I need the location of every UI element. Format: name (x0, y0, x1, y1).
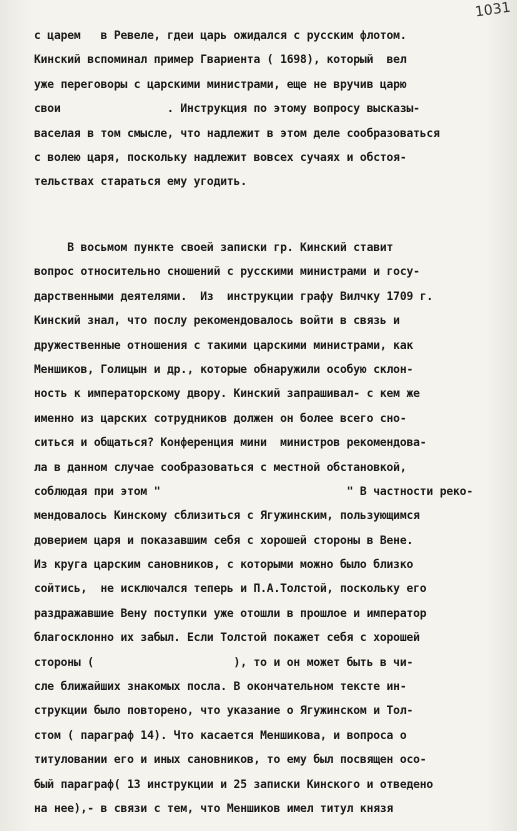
text-line: уже переговоры с царскими министрами, еще не вручив царю (34, 77, 407, 91)
text-line: сле ближайших знакомых посла. В окончательном тексте ин- (34, 680, 407, 694)
text-line: бый параграф( 13 инструкции и 25 записки Кинского и отведено (34, 777, 434, 791)
text-line: с волею царя, поскольку надлежит вовсех сучаях и обстоя- (34, 150, 407, 164)
page-number: 1031 (474, 0, 512, 21)
text-line: мендовалось Кинскому сблизиться с Ягужинским, пользующимся (34, 509, 420, 523)
text-line: ность к императорскому двору. Кинский запрашивал- с кем же (34, 387, 420, 401)
text-line: вопрос относительно сношений с русскими министрами и госу- (34, 265, 420, 279)
text-line: с царем в Ревеле, гдеи царь ожидался с русским флотом. (34, 29, 407, 42)
text-line: струкции было повторено, что указание о Ягужинском и Тол- (34, 704, 414, 718)
text-line: благосклонно их забыл. Если Толстой покажет себя с хорошей (34, 631, 420, 645)
text-line: дарственными деятелями. Из инструкции графу Вилчку 1709 г. (34, 289, 434, 303)
text-line: соблюдая при этом " " В частности реко- (34, 484, 473, 498)
text-line: ситься и общаться? Конференция мини министров рекомендова- (34, 436, 427, 450)
text-line: Меншиков, Голицын и др., которые обнаружили особую склон- (34, 362, 414, 376)
text-line: титуловании его и иных сановников, то ему был посвящен осо- (34, 753, 427, 767)
text-line: Кинский знал, что послу рекомендовалось войти в связь и (34, 314, 400, 328)
text-line: Из круга царским сановников, с которыми можно было близко (34, 558, 414, 572)
text-line: свои . Инструкция по этому вопросу высказы- (34, 102, 420, 116)
text-line: на нее),- в связи с тем, что Меншиков имел титул князя (34, 801, 394, 815)
text-line: дружественные отношения с такими царскими министрами, как (34, 338, 414, 352)
text-line: ла в данном случае сообразоваться с местной обстановкой, (34, 460, 407, 474)
text-line: раздражавшие Вену поступки уже отошли в прошлое и император (34, 606, 427, 620)
text-line: В восьмом пункте своей записки гр. Кинский ставит (34, 241, 394, 254)
text-line: сойтись, не исключался теперь и П.А.Толстой, поскольку его (34, 582, 427, 596)
text-line: тельствах стараться ему угодить. (34, 175, 247, 189)
text-line: стороны ( ), то и он может быть в чи- (34, 655, 414, 669)
text-line: Кинский вспоминал пример Гвариента ( 1698), который вел (34, 53, 407, 67)
text-line: васелая в том смысле, что надлежит в этом деле сообразоваться (34, 126, 440, 140)
text-line: стом ( параграф 14). Что касается Меншикова, и вопроса о (34, 728, 407, 742)
text-line: доверием царя и показавшим себя с хорошей стороны в Вене. (34, 533, 414, 547)
text-line: именно из царских сотрудников должен он более всего сно- (34, 411, 407, 425)
paragraph-1 (34, 24, 496, 195)
paragraph-2 (34, 236, 496, 821)
